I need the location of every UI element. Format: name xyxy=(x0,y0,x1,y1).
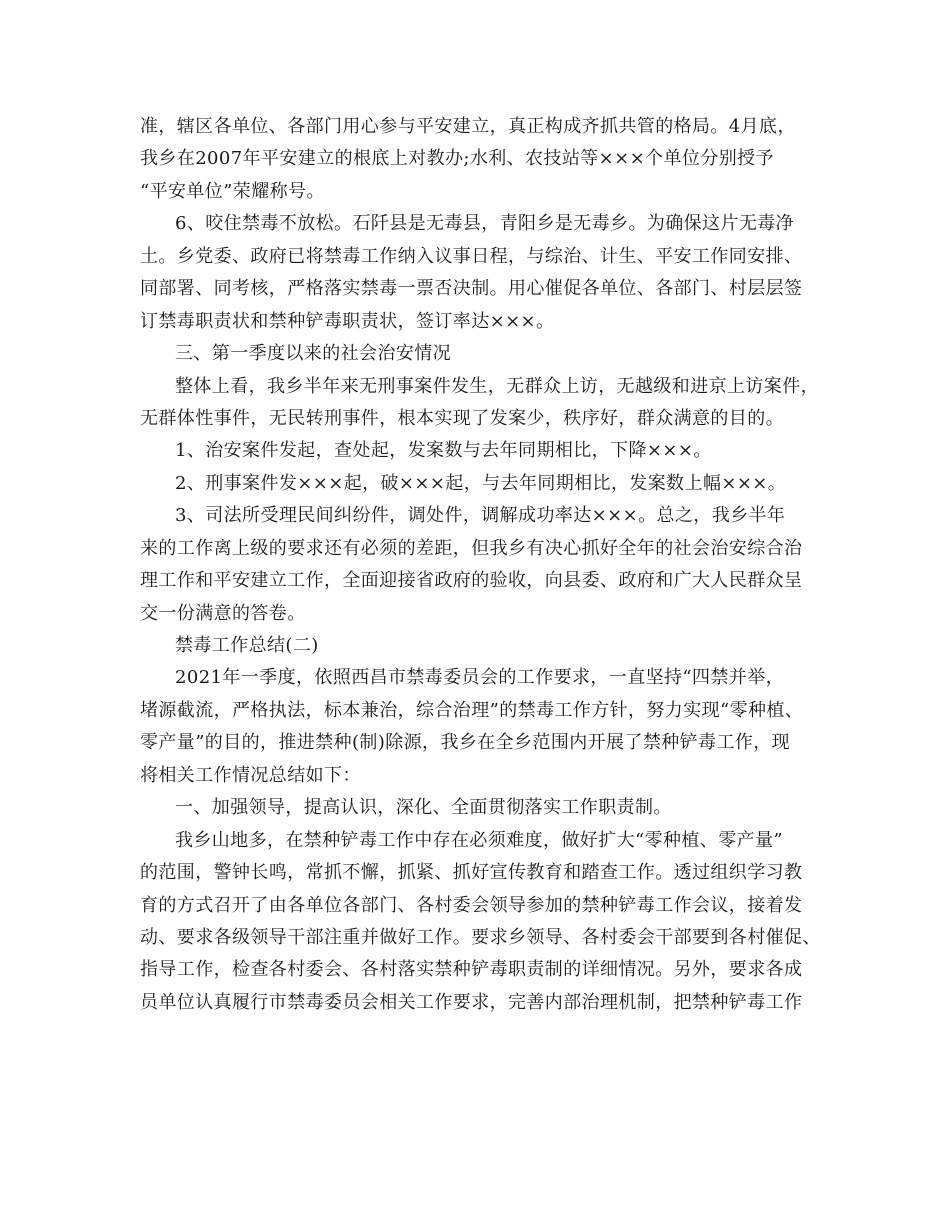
text-line: 一、加强领导，提高认识，深化、全面贯彻落实工作职责制。 xyxy=(175,797,672,819)
text-line: 动、要求各级领导干部注重并做好工作。要求乡领导、各村委会干部要到各村催促、 xyxy=(140,926,821,948)
text-line: 我乡山地多，在禁种铲毒工作中存在必须难度，做好扩大“零种植、零产量” xyxy=(175,829,784,851)
text-line: 2、刑事案件发×××起，破×××起，与去年同期相比，发案数上幅×××。 xyxy=(175,472,787,494)
text-line: “平安单位”荣耀称号。 xyxy=(140,180,325,202)
text-line: 禁毒工作总结(二) xyxy=(175,635,319,656)
text-line: 3、司法所受理民间纠纷件，调处件，调解成功率达×××。总之，我乡半年 xyxy=(175,505,786,527)
text-line: 2021年一季度，依照西昌市禁毒委员会的工作要求，一直坚持“四禁并举， xyxy=(175,667,785,689)
text-line: 交一份满意的答卷。 xyxy=(140,602,306,624)
text-line: 我乡在2007年平安建立的根底上对教办;水利、农技站等×××个单位分别授予 xyxy=(140,148,774,170)
text-line: 的范围，警钟长鸣，常抓不懈，抓紧、抓好宣传教育和踏查工作。透过组织学习教 xyxy=(140,862,803,884)
text-line: 堵源截流，严格执法，标本兼治，综合治理”的禁毒工作方针，努力实现“零种植、 xyxy=(140,699,804,721)
text-line: 理工作和平安建立工作，全面迎接省政府的验收，向县委、政府和广大人民群众呈 xyxy=(140,570,803,592)
text-line: 指导工作，检查各村委会、各村落实禁种铲毒职责制的详细情况。另外，要求各成 xyxy=(140,959,803,981)
text-line: 6、咬住禁毒不放松。石阡县是无毒县，青阳乡是无毒乡。为确保这片无毒净 xyxy=(175,213,795,235)
text-line: 同部署、同考核，严格落实禁毒一票否决制。用心催促各单位、各部门、村层层签 xyxy=(140,278,803,300)
text-line: 员单位认真履行市禁毒委员会相关工作要求，完善内部治理机制，把禁种铲毒工作 xyxy=(140,991,803,1013)
text-line: 育的方式召开了由各单位各部门、各村委会领导参加的禁种铲毒工作会议，接着发 xyxy=(140,894,803,916)
text-line: 零产量”的目的，推进禁种(制)除源，我乡在全乡范围内开展了禁种铲毒工作，现 xyxy=(140,732,791,754)
text-line: 土。乡党委、政府已将禁毒工作纳入议事日程，与综治、计生、平安工作同安排、 xyxy=(140,245,803,267)
text-line: 订禁毒职责状和禁种铲毒职责状，签订率达×××。 xyxy=(140,310,555,332)
text-line: 整体上看，我乡半年来无刑事案件发生，无群众上访，无越级和进京上访案件， xyxy=(175,375,819,397)
text-line: 准，辖区各单位、各部门用心参与平安建立，真正构成齐抓共管的格局。4月底， xyxy=(140,116,796,137)
text-line: 1、治安案件发起，查处起，发案数与去年同期相比，下降×××。 xyxy=(175,440,712,462)
document-body xyxy=(140,111,820,1019)
text-line: 三、第一季度以来的社会治安情况 xyxy=(175,343,451,365)
text-line: 无群体性事件，无民转刑事件，根本实现了发案少，秩序好，群众满意的目的。 xyxy=(140,407,784,429)
text-line: 来的工作离上级的要求还有必须的差距，但我乡有决心抓好全年的社会治安综合治 xyxy=(140,537,803,559)
text-line: 将相关工作情况总结如下： xyxy=(140,764,361,786)
